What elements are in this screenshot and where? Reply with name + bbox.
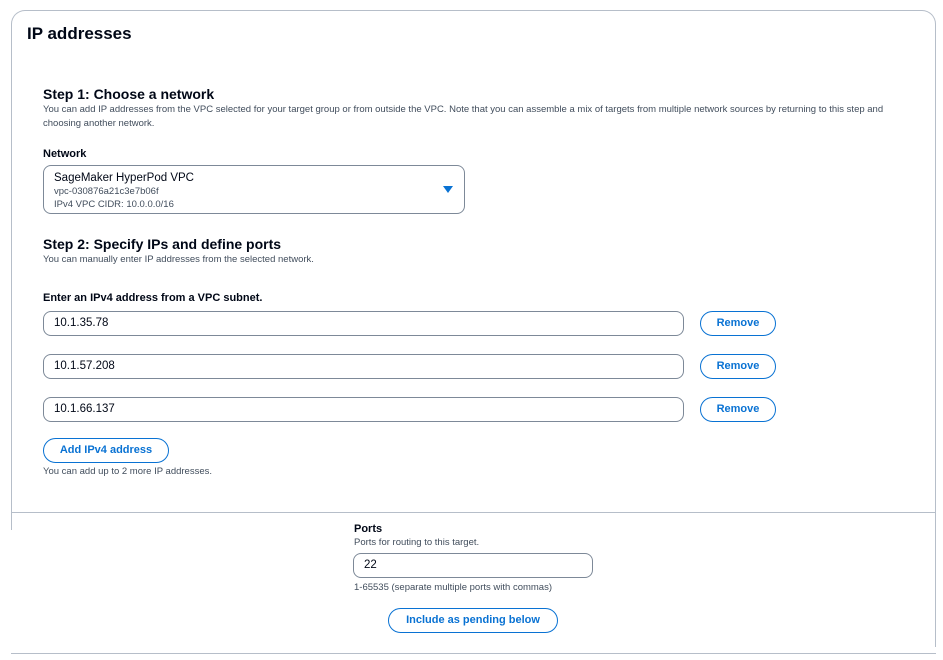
panel-border: [11, 653, 936, 654]
ports-label: Ports: [354, 523, 383, 535]
network-label: Network: [43, 148, 87, 160]
network-select[interactable]: [43, 165, 465, 214]
network-name: SageMaker HyperPod VPC: [54, 172, 194, 184]
panel-title: IP addresses: [27, 24, 132, 43]
remove-button[interactable]: Remove: [700, 354, 776, 379]
step1-heading: Step 1: Choose a network: [43, 86, 215, 102]
ip-label: Enter an IPv4 address from a VPC subnet.: [43, 292, 263, 304]
ports-hint: 1-65535 (separate multiple ports with commas): [354, 582, 553, 593]
network-id: vpc-030876a21c3e7b06f: [54, 186, 159, 197]
include-pending-button[interactable]: Include as pending below: [388, 608, 558, 633]
remove-button[interactable]: Remove: [700, 397, 776, 422]
ip-input[interactable]: 10.1.66.137: [43, 397, 684, 422]
ports-description: Ports for routing to this target.: [354, 537, 480, 548]
add-ipv4-button[interactable]: Add IPv4 address: [43, 438, 169, 463]
panel-border: [935, 512, 936, 647]
remove-button[interactable]: Remove: [700, 311, 776, 336]
step1-description: You can add IP addresses from the VPC selected for your target group or from outside the VPC. Note that you can assemble a mix of targets from multiple network sources by returning to this step and choosing another network.: [43, 104, 884, 129]
network-cidr: IPv4 VPC CIDR: 10.0.0.0/16: [54, 199, 174, 210]
divider: [11, 512, 936, 513]
ip-input[interactable]: 10.1.35.78: [43, 311, 684, 336]
ip-input[interactable]: 10.1.57.208: [43, 354, 684, 379]
caret-down-icon: [443, 186, 453, 193]
add-hint: You can add up to 2 more IP addresses.: [43, 466, 213, 477]
step2-heading: Step 2: Specify IPs and define ports: [43, 236, 282, 252]
step2-description: You can manually enter IP addresses from the selected network.: [43, 254, 314, 265]
ports-input[interactable]: 22: [353, 553, 593, 578]
